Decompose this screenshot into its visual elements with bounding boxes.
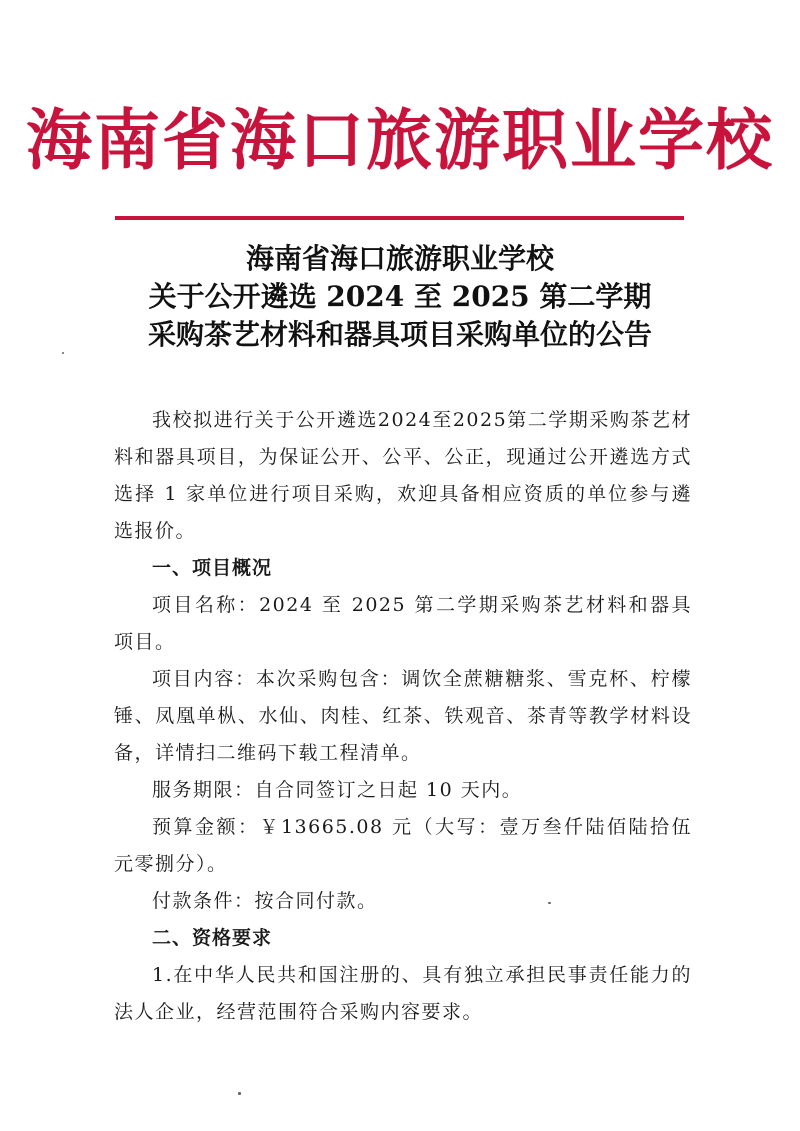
notice-body <box>114 402 692 1031</box>
scan-speck <box>62 352 64 354</box>
notice-title <box>0 240 800 354</box>
payment-terms-paragraph: 付款条件：按合同付款。 <box>152 890 378 912</box>
budget-paragraph: 预算金额：￥13665.08 元（大写：壹万叁仟陆佰陆拾伍元零捌分）。 <box>114 816 692 875</box>
project-content-paragraph: 项目内容：本次采购包含：调饮全蔗糖糖浆、雪克杯、柠檬锤、凤凰单枞、水仙、肉桂、红茶、铁观音、茶青等教学材料设备，详情扫二维码下载工程清单。 <box>114 668 692 764</box>
letterhead-school-name: 海南省海口旅游职业学校 <box>26 101 774 179</box>
letterhead-red-rule <box>115 216 684 220</box>
scan-speck <box>238 1092 241 1095</box>
project-name-paragraph: 项目名称：2024 至 2025 第二学期采购茶艺材料和器具项目。 <box>114 594 692 653</box>
section-heading-qualification: 二、资格要求 <box>152 927 273 949</box>
title-line-3: 采购茶艺材料和器具项目采购单位的公告 <box>147 318 652 351</box>
title-line-1: 海南省海口旅游职业学校 <box>245 242 554 275</box>
intro-paragraph: 我校拟进行关于公开遴选2024至2025第二学期采购茶艺材料和器具项目，为保证公开、公平、公正，现通过公开遴选方式选择 1 家单位进行项目采购，欢迎具备相应资质的单位参与遴选报价。 <box>114 409 692 542</box>
title-line-2: 关于公开遴选 2024 至 2025 第二学期 <box>148 280 652 313</box>
service-period-paragraph: 服务期限：自合同签订之日起 10 天内。 <box>152 779 523 801</box>
section-heading-project-overview: 一、项目概况 <box>152 557 273 579</box>
scan-speck <box>548 902 551 904</box>
requirement-1-paragraph: 1.在中华人民共和国注册的、具有独立承担民事责任能力的法人企业，经营范围符合采购内容要求。 <box>114 964 692 1023</box>
